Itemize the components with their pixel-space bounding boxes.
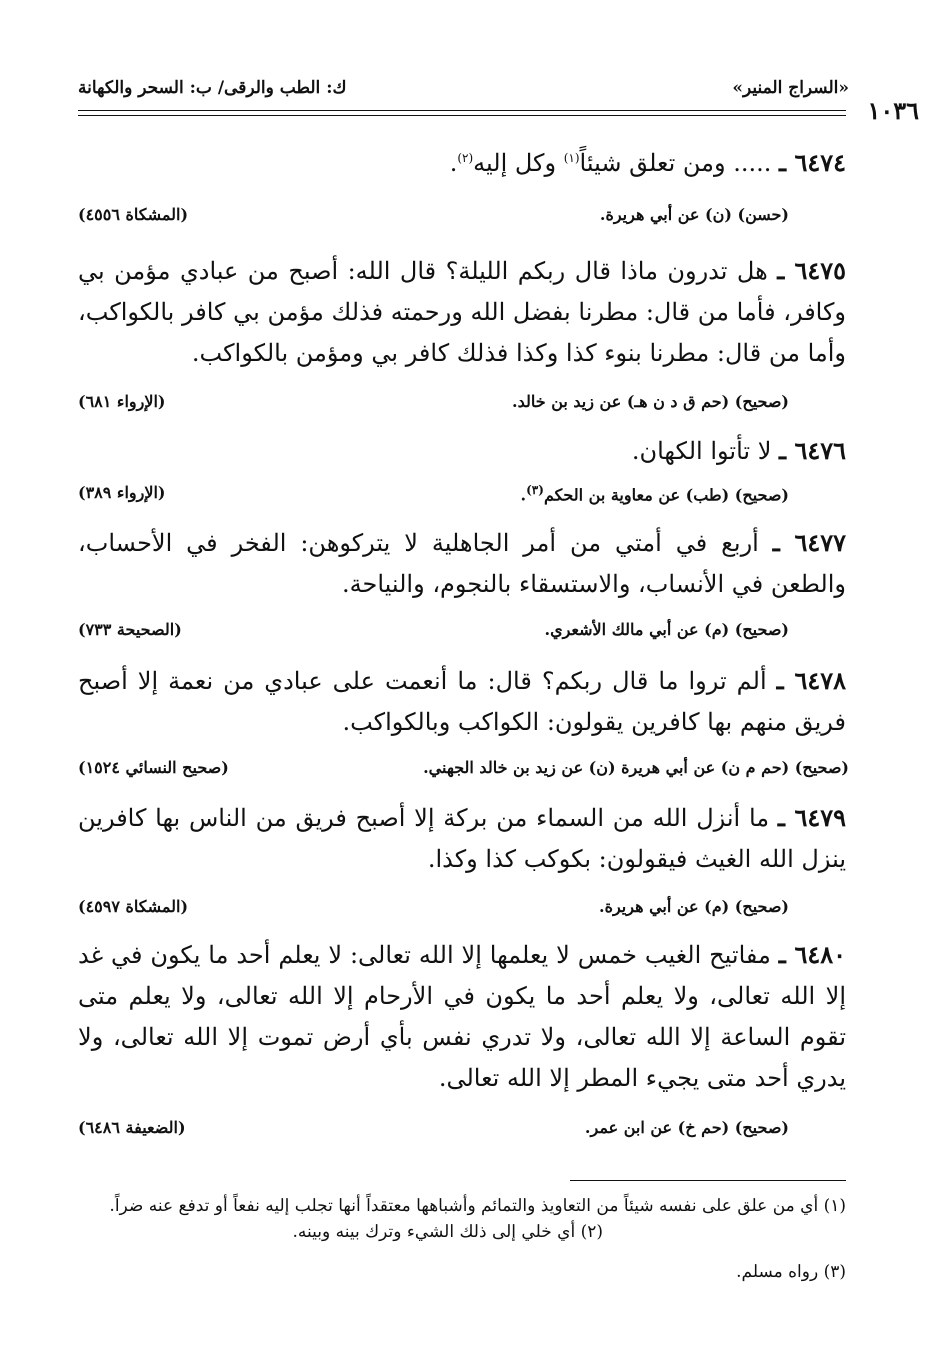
hadith-text: هل تدرون ماذا قال ربكم الليلة؟ قال الله: أصبح من عبادي مؤمن بي وكافر، فأما من قال: مطرنا بفضل الله ورحمته فذلك مؤمن بي كافر بالكواكب، وأما من قال: مطرنا بنوء كذا وكذا فذلك كافر بي ومؤمن بالكواكب. — [78, 257, 846, 367]
hadith-reference: (المشكاة ٤٥٥٦) — [78, 205, 189, 224]
header-rule-top — [78, 110, 846, 111]
hadith-source: (صحيح) (حم ق د ن هـ) عن زيد بن خالد. — [512, 392, 789, 411]
hadith-source: (حسن) (ن) عن أبي هريرة. — [599, 205, 789, 224]
book-title-header: «السراج المنير» — [732, 78, 849, 98]
hadith-source: (صحيح) (حم خ) عن ابن عمر. — [584, 1118, 789, 1137]
hadith-6480 — [78, 934, 846, 1099]
footnote-marker: (٣) — [526, 483, 544, 497]
hadith-source: (صحيح) (م) عن أبي مالك الأشعري. — [544, 620, 789, 639]
hadith-number: ٦٤٨٠ ـ — [778, 940, 846, 969]
hadith-number: ٦٤٧٧ ـ — [772, 528, 846, 557]
source-end: . — [520, 485, 527, 505]
hadith-text: ألم تروا ما قال ربكم؟ قال: ما أنعمت على عبادي من نعمة إلا أصبح فريق منهم بها كافرين يقولون: الكواكب وبالكواكب. — [78, 667, 846, 736]
hadith-number: ٦٤٧٥ ـ — [777, 256, 847, 285]
hadith-source: (صحيح) (حم م ن) عن أبي هريرة (ن) عن زيد بن خالد الجهني. — [423, 758, 849, 777]
hadith-text-cont: وكل إليه — [473, 149, 564, 177]
chapter-header: ك: الطب والرقى/ ب: السحر والكهانة — [78, 78, 347, 98]
hadith-text: ما أنزل الله من السماء من بركة إلا أصبح فريق من الناس بها كافرين ينزل الله الغيث فيقولون: بكوكب كذا وكذا. — [78, 804, 846, 873]
hadith-6475 — [78, 250, 846, 374]
hadith-reference: (الإرواء ٦٨١) — [78, 392, 166, 411]
hadith-text: لا تأتوا الكهان. — [631, 437, 772, 465]
hadith-number: ٦٤٧٤ ـ — [779, 148, 846, 177]
hadith-source — [521, 483, 789, 504]
hadith-text: ..... ومن تعلق شيئاً — [579, 149, 772, 177]
hadith-6478 — [78, 660, 846, 743]
hadith-reference: (الصحيحة ٧٣٣) — [78, 620, 182, 639]
header-rule-bottom — [78, 115, 846, 116]
hadith-number: ٦٤٧٨ ـ — [776, 666, 846, 695]
hadith-number: ٦٤٧٩ ـ — [777, 803, 847, 832]
footnote-1: (١) أي من علق على نفسه شيئاً من التعاويذ والتمائم وأشباهها معتقداً أنها تجلب إليه نفعاً أو تدفع عنه ضراً. — [109, 1196, 846, 1216]
hadith-6476 — [78, 430, 846, 472]
hadith-reference: (الإرواء ٣٨٩) — [78, 483, 166, 502]
footnote-separator — [570, 1180, 846, 1181]
footnote-marker: (١) — [563, 151, 580, 165]
page-number: ١٠٣٦ — [867, 96, 919, 125]
source-text: (صحيح) (طب) عن معاوية بن الحكم — [543, 485, 789, 505]
hadith-text: مفاتيح الغيب خمس لا يعلمها إلا الله تعالى: لا يعلم أحد ما يكون في غد إلا الله تعالى، ولا يعلم أحد ما يكون في الأرحام إلا الله تعالى، ولا يعلم متى تقوم الساعة إلا الله تعالى، ولا تدري نفس بأي أرض تموت إلا الله تعالى، ولا يدري أحد متى يجيء المطر إلا الله تعالى. — [78, 941, 846, 1092]
hadith-text-end: . — [449, 149, 458, 177]
hadith-source: (صحيح) (م) عن أبي هريرة. — [599, 897, 789, 916]
footnote-marker: (٢) — [457, 151, 474, 165]
hadith-text: أربع في أمتي من أمر الجاهلية لا يتركوهن: الفخر في الأحساب، والطعن في الأنساب، والاستسقاء بالنجوم، والنياحة. — [78, 529, 846, 598]
hadith-reference: (صحيح النسائي ١٥٢٤) — [78, 758, 229, 777]
hadith-6477 — [78, 522, 846, 605]
footnote-2: (٢) أي خلي إلى ذلك الشيء وترك بينه وبينه. — [292, 1222, 603, 1242]
hadith-6479 — [78, 797, 846, 880]
hadith-reference: (الضعيفة ٦٤٨٦) — [78, 1118, 186, 1137]
hadith-number: ٦٤٧٦ ـ — [779, 436, 846, 465]
hadith-reference: (المشكاة ٤٥٩٧) — [78, 897, 189, 916]
footnote-3: (٣) رواه مسلم. — [736, 1262, 846, 1282]
hadith-6474 — [78, 138, 846, 184]
